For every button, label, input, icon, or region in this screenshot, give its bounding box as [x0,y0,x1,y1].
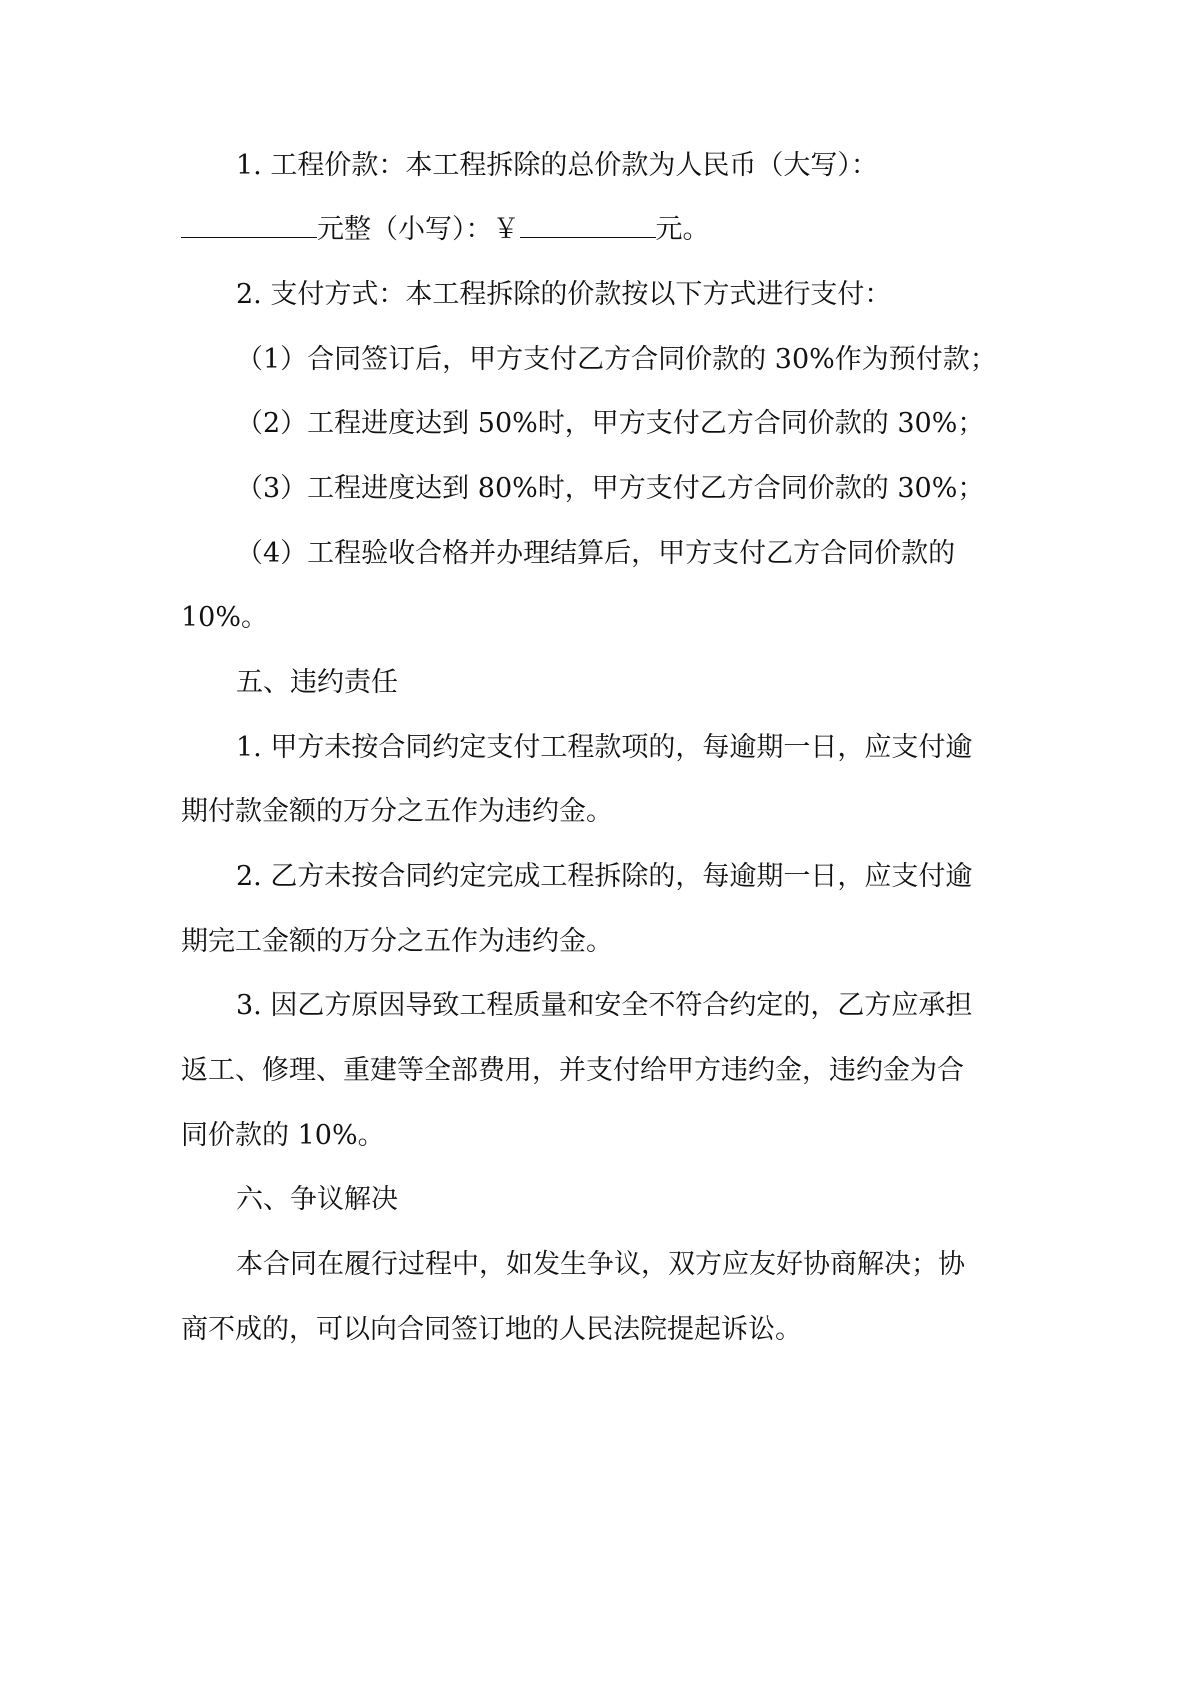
breach-clause-1-line2: 期付款金额的万分之五作为违约金。 [181,796,613,827]
section-heading-breach: 五、违约责任 [236,667,398,698]
dispute-clause-line1: 本合同在履行过程中，如发生争议，双方应友好协商解决；协 [236,1249,965,1280]
payment-item-4-line2: 10%。 [181,602,269,633]
payment-item-2: （2）工程进度达到 50%时，甲方支付乙方合同价款的 30%； [236,408,985,439]
paragraph-price-line2 [181,212,710,248]
breach-clause-1-line1: 1. 甲方未按合同约定支付工程款项的，每逾期一日，应支付逾 [236,732,973,763]
paragraph-payment-method: 2. 支付方式：本工程拆除的价款按以下方式进行支付： [236,279,892,310]
text-yuan: 元。 [655,214,710,245]
breach-clause-2-line1: 2. 乙方未按合同约定完成工程拆除的，每逾期一日，应支付逾 [236,861,973,892]
breach-clause-2-line2: 期完工金额的万分之五作为违约金。 [181,926,613,957]
section-heading-dispute: 六、争议解决 [236,1184,398,1215]
blank-amount-lowercase [520,213,656,238]
paragraph-price-line1: 1. 工程价款：本工程拆除的总价款为人民币（大写）： [236,150,878,181]
text-yuan-zheng: 元整（小写）：￥ [317,214,520,245]
payment-item-4-line1: （4）工程验收合格并办理结算后，甲方支付乙方合同价款的 [236,538,956,569]
payment-item-1: （1）合同签订后，甲方支付乙方合同价款的 30%作为预付款； [236,344,997,375]
payment-item-3: （3）工程进度达到 80%时，甲方支付乙方合同价款的 30%； [236,473,985,504]
breach-clause-3-line1: 3. 因乙方原因导致工程质量和安全不符合约定的，乙方应承担 [236,990,973,1021]
blank-amount-uppercase [181,213,317,238]
dispute-clause-line2: 商不成的，可以向合同签订地的人民法院提起诉讼。 [181,1314,802,1345]
breach-clause-3-line2: 返工、修理、重建等全部费用，并支付给甲方违约金，违约金为合 [181,1055,964,1086]
breach-clause-3-line3: 同价款的 10%。 [181,1120,385,1151]
